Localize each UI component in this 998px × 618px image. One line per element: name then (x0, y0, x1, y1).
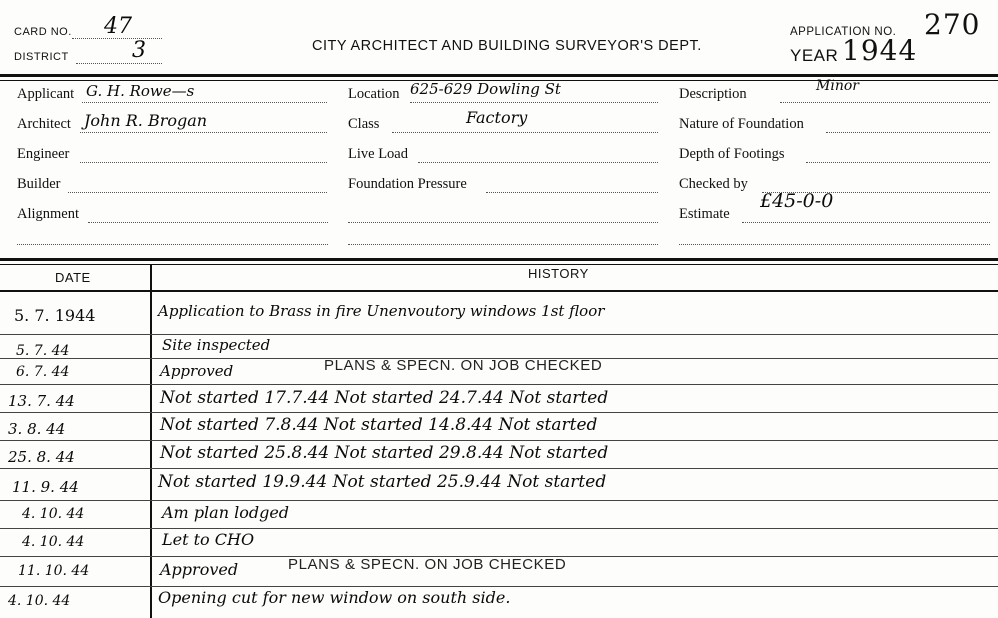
department-title: CITY ARCHITECT AND BUILDING SURVEYOR'S DEPT. (312, 38, 702, 54)
alignment-dotted-line-2 (17, 244, 328, 245)
history-date: 5. 7. 44 (16, 343, 70, 359)
builder-label: Builder (17, 176, 61, 192)
history-entry: Opening cut for new window on south side. (158, 588, 511, 607)
row-rule (0, 384, 998, 385)
history-date: 11. 10. 44 (18, 563, 90, 579)
history-entry: Not started 25.8.44 Not started 29.8.44 Not started (160, 443, 609, 463)
foundation-pressure-label: Foundation Pressure (348, 176, 467, 192)
application-no-label: APPLICATION NO. (790, 26, 897, 38)
history-date: 6. 7. 44 (16, 364, 70, 380)
history-entry: Application to Brass in fire Unenvoutory windows 1st floor (158, 302, 605, 320)
history-date: 25. 8. 44 (8, 448, 75, 466)
engineer-dotted-line (80, 162, 327, 163)
history-top-rule (0, 258, 998, 261)
district-value: 3 (132, 38, 146, 63)
history-column-header: HISTORY (528, 266, 589, 281)
header-rule (0, 74, 998, 77)
year-label: YEAR (790, 46, 839, 65)
description-value: Minor (816, 78, 859, 94)
depth-of-footings-label: Depth of Footings (679, 146, 785, 162)
estimate-label: Estimate (679, 206, 730, 222)
row-rule (0, 528, 998, 529)
description-dotted-line (780, 102, 990, 103)
history-date: 5. 7. 1944 (14, 306, 96, 325)
class-dotted-line (392, 132, 658, 133)
history-entry: Site inspected (162, 336, 271, 354)
district-dotted-line (76, 63, 162, 64)
architect-dotted-line (80, 132, 327, 133)
history-date: 4. 10. 44 (22, 534, 85, 550)
application-no-value: 270 (924, 8, 981, 41)
live-load-dotted-line (418, 162, 658, 163)
card-no-label: CARD NO. (14, 26, 72, 38)
architect-value: John R. Brogan (84, 111, 208, 130)
applicant-dotted-line (82, 102, 327, 103)
history-date: 4. 10. 44 (22, 506, 85, 522)
history-date: 13. 7. 44 (8, 392, 75, 410)
foundation-pressure-dotted-line (486, 192, 658, 193)
history-entry: Not started 7.8.44 Not started 14.8.44 Not started (160, 415, 598, 435)
history-entry: Am plan lodged (162, 503, 290, 522)
applicant-value: G. H. Rowe—s (86, 82, 195, 100)
year-value: 1944 (842, 34, 918, 67)
alignment-label: Alignment (17, 206, 80, 222)
plans-checked-stamp: PLANS & SPECN. ON JOB CHECKED (324, 357, 603, 374)
history-entry: Not started 19.9.44 Not started 25.9.44 Not started (158, 472, 607, 492)
nature-of-foundation-label: Nature of Foundation (679, 116, 804, 132)
history-date: 3. 8. 44 (8, 420, 66, 438)
applicant-label: Applicant (17, 86, 75, 102)
class-label: Class (348, 116, 380, 132)
class-value: Factory (466, 108, 528, 127)
location-value: 625-629 Dowling St (410, 80, 561, 98)
estimate-value: £45-0-0 (760, 190, 834, 212)
architect-label: Architect (17, 116, 71, 132)
date-column-header: DATE (55, 270, 91, 285)
row-rule (0, 334, 998, 335)
column2-dotted-line-1 (348, 222, 658, 223)
row-rule (0, 468, 998, 469)
estimate-dotted-line (742, 222, 990, 223)
description-label: Description (679, 86, 747, 102)
plans-checked-stamp: PLANS & SPECN. ON JOB CHECKED (288, 556, 567, 573)
history-date: 4. 10. 44 (8, 593, 71, 609)
history-entry: Let to CHO (162, 530, 255, 549)
history-entry: Approved (160, 560, 239, 579)
district-label: DISTRICT (14, 51, 69, 63)
history-header-rule (0, 290, 998, 292)
nature-of-foundation-dotted-line (826, 132, 990, 133)
live-load-label: Live Load (348, 146, 408, 162)
checked-by-label: Checked by (679, 176, 748, 192)
date-column-divider (150, 264, 152, 618)
row-rule (0, 586, 998, 587)
alignment-dotted-line (88, 222, 328, 223)
history-entry: Approved (160, 362, 234, 380)
row-rule (0, 500, 998, 501)
card-no-value: 47 (104, 14, 132, 39)
row-rule (0, 412, 998, 413)
column2-dotted-line-2 (348, 244, 658, 245)
history-entry: Not started 17.7.44 Not started 24.7.44 Not started (160, 388, 609, 408)
builder-dotted-line (68, 192, 327, 193)
row-rule (0, 440, 998, 441)
location-dotted-line (410, 102, 658, 103)
engineer-label: Engineer (17, 146, 70, 162)
location-label: Location (348, 86, 400, 102)
column3-dotted-line (679, 244, 990, 245)
depth-of-footings-dotted-line (806, 162, 990, 163)
history-date: 11. 9. 44 (12, 478, 79, 496)
